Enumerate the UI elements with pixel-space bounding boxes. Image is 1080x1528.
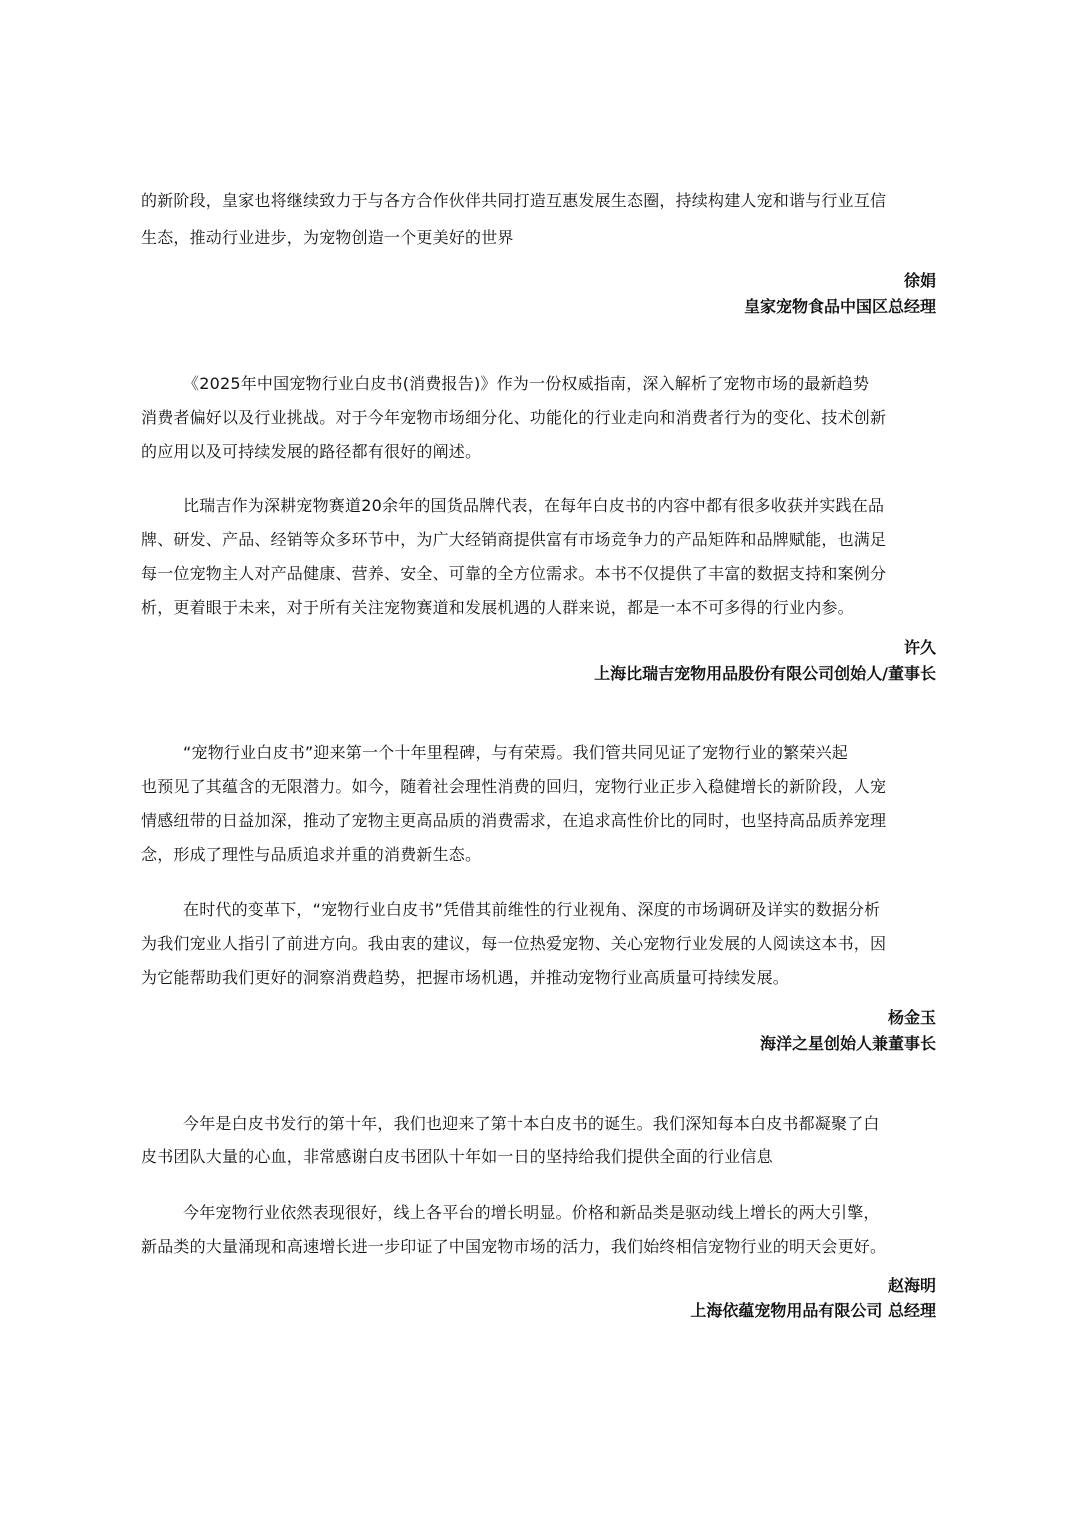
body-text-line: 牌、研发、产品、经销等众多环节中，为广大经销商提供富有市场竞争力的产品矩阵和品牌赋能，也满足 — [141, 530, 887, 549]
body-text-line: 皮书团队大量的心血，非常感谢白皮书团队十年如一日的坚持给我们提供全面的行业信息 — [141, 1147, 773, 1166]
body-text-line: 为我们宠业人指引了前进方向。我由衷的建议，每一位热爱宠物、关心宠物行业发展的人阅读这本书，因 — [141, 934, 887, 953]
signature-name: 许久 — [903, 638, 936, 657]
body-text-line: 比瑞吉作为深耕宠物赛道20余年的国货品牌代表，在每年白皮书的内容中都有很多收获并实践在品 — [183, 496, 885, 515]
body-text-line: 念，形成了理性与品质追求并重的消费新生态。 — [141, 845, 482, 864]
body-text-line: 今年是白皮书发行的第十年，我们也迎来了第十本白皮书的诞生。我们深知每本白皮书都凝聚了白 — [183, 1114, 880, 1133]
body-text-line: 消费者偏好以及行业挑战。对于今年宠物市场细分化、功能化的行业走向和消费者行为的变化、技术创新 — [141, 408, 887, 427]
body-text-line: “宠物行业白皮书”迎来第一个十年里程碑，与有荣焉。我们管共同见证了宠物行业的繁荣兴起 — [183, 743, 848, 762]
body-text-line: 新品类的大量涌现和高速增长进一步印证了中国宠物市场的活力，我们始终相信宠物行业的明天会更好。 — [141, 1237, 887, 1256]
body-text-line: 生态，推动行业进步，为宠物创造一个更美好的世界 — [141, 228, 514, 247]
signature-name: 徐娟 — [903, 271, 936, 290]
body-text-line: 析，更着眼于未来，对于所有关注宠物赛道和发展机遇的人群来说，都是一本不可多得的行业内参。 — [141, 598, 854, 617]
body-text-line: 也预见了其蕴含的无限潜力。如今，随着社会理性消费的回归，宠物行业正步入稳健增长的新阶段，人宠 — [141, 777, 887, 796]
signature-title: 海洋之星创始人兼董事长 — [759, 1034, 936, 1053]
body-text-line: 在时代的变革下，“宠物行业白皮书”凭借其前维性的行业视角、深度的市场调研及详实的数据分析 — [183, 900, 881, 919]
body-text-line: 每一位宠物主人对产品健康、营养、安全、可靠的全方位需求。本书不仅提供了丰富的数据支持和案例分 — [141, 564, 887, 583]
signature-title: 上海比瑞吉宠物用品股份有限公司创始人/董事长 — [594, 664, 936, 683]
body-text-line: 情感纽带的日益加深，推动了宠物主更高品质的消费需求，在追求高性价比的同时，也坚持高品质养宠理 — [141, 811, 887, 830]
body-text-line: 的新阶段，皇家也将继续致力于与各方合作伙伴共同打造互惠发展生态圈，持续构建人宠和谐与行业互信 — [141, 191, 887, 210]
body-text-line: 今年宠物行业依然表现很好，线上各平台的增长明显。价格和新品类是驱动线上增长的两大引擎， — [183, 1203, 880, 1222]
body-text-line: 为它能帮助我们更好的洞察消费趋势，把握市场机遇，并推动宠物行业高质量可持续发展。 — [141, 968, 790, 987]
signature-name: 赵海明 — [887, 1276, 936, 1295]
signature-name: 杨金玉 — [887, 1008, 936, 1027]
signature-title: 上海依蕴宠物用品有限公司 总经理 — [690, 1301, 936, 1320]
body-text-line: 的应用以及可持续发展的路径都有很好的阐述。 — [141, 442, 482, 461]
signature-title: 皇家宠物食品中国区总经理 — [743, 297, 936, 316]
body-text-line: 《2025年中国宠物行业白皮书(消费报告)》作为一份权威指南，深入解析了宠物市场的最新趋势 — [183, 374, 870, 393]
